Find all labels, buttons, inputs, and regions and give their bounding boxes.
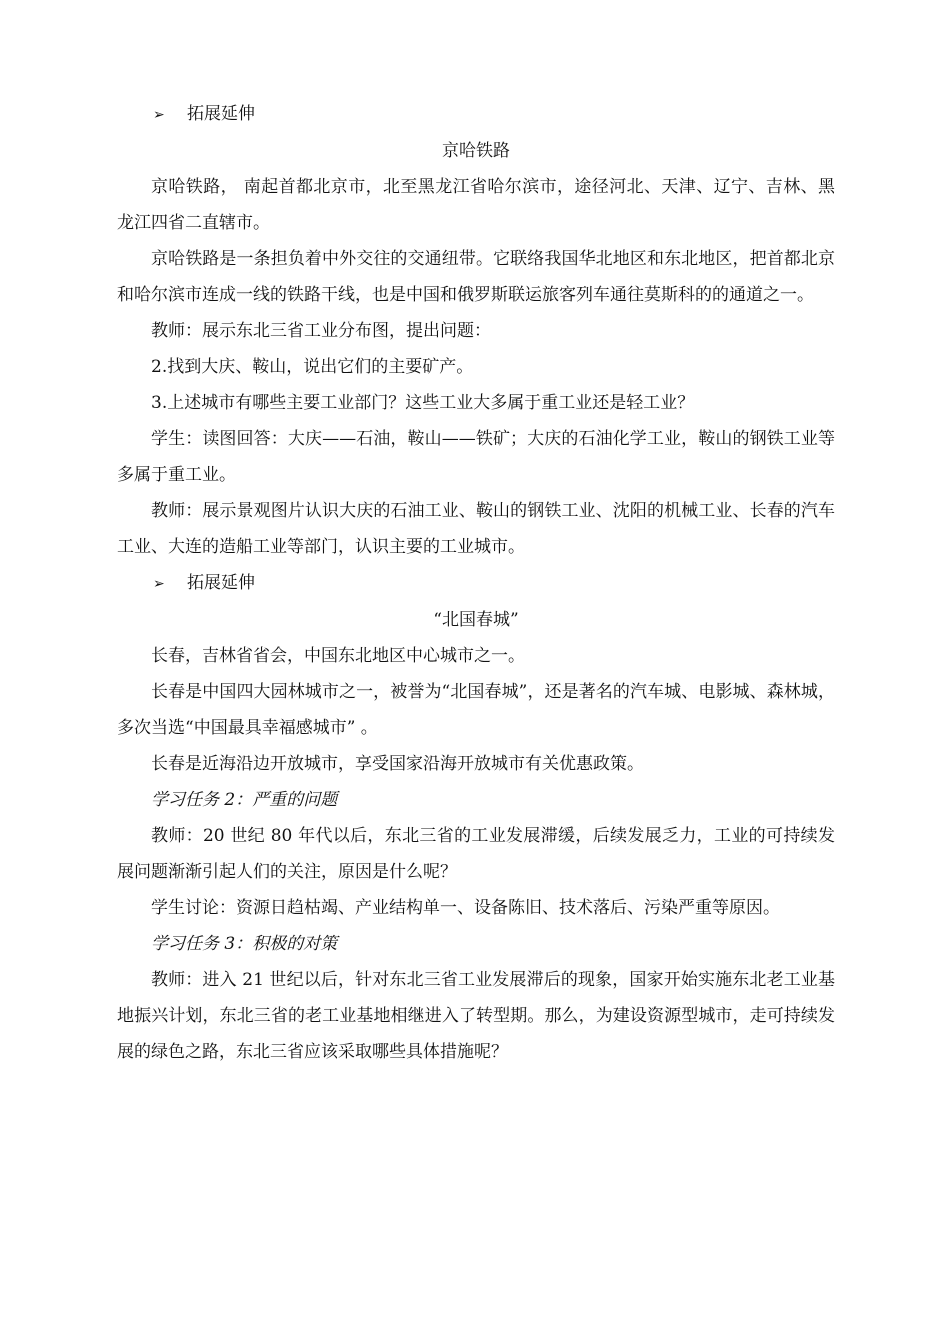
question-3: 3.上述城市有哪些主要工业部门？这些工业大多属于重工业还是轻工业？ (151, 393, 695, 413)
task-2-student: 学生讨论：资源日趋枯竭、产业结构单一、设备陈旧、技术落后、污染严重等原因。 (151, 898, 780, 918)
arrow-bullet-icon: ➢ (153, 107, 165, 123)
section-title-railway: 京哈铁路 (442, 141, 510, 161)
section-title-changchun: “北国春城” (433, 610, 519, 630)
task-2-teacher: 教师：20 世纪 80 年代以后，东北三省的工业发展滞缓，后续发展乏力，工业的可持续发展问题渐渐引起人们的关注，原因是什么呢？ (117, 826, 835, 882)
task-3-heading: 学习任务 3：积极的对策 (151, 934, 338, 954)
student-answer: 学生：读图回答：大庆——石油，鞍山——铁矿；大庆的石油化学工业，鞍山的钢铁工业等多属于重工业。 (117, 429, 835, 485)
extension-label: 拓展延伸 (187, 104, 255, 124)
task-2-heading: 学习任务 2：严重的问题 (151, 790, 338, 810)
changchun-paragraph-3: 长春是近海沿边开放城市，享受国家沿海开放城市有关优惠政策。 (151, 754, 644, 774)
extension-heading-2 (117, 565, 835, 602)
railway-paragraph-1: 京哈铁路， 南起首都北京市，北至黑龙江省哈尔滨市，途径河北、天津、辽宁、吉林、黑龙江四省二直辖市。 (117, 177, 835, 233)
extension-heading-1 (117, 96, 835, 133)
task-3-teacher: 教师：进入 21 世纪以后，针对东北三省工业发展滞后的现象，国家开始实施东北老工业基地振兴计划，东北三省的老工业基地相继进入了转型期。那么，为建设资源型城市，走可持续发展的绿色之路，东北三省应该采取哪些具体措施呢？ (117, 970, 835, 1062)
extension-label: 拓展延伸 (187, 573, 255, 593)
changchun-paragraph-2: 长春是中国四大园林城市之一，被誉为“北国春城”，还是著名的汽车城、电影城、森林城，多次当选“中国最具幸福感城市” 。 (117, 682, 835, 738)
changchun-paragraph-1: 长春，吉林省省会，中国东北地区中心城市之一。 (151, 646, 525, 666)
railway-paragraph-2: 京哈铁路是一条担负着中外交往的交通纽带。它联络我国华北地区和东北地区，把首都北京和哈尔滨市连成一线的铁路干线，也是中国和俄罗斯联运旅客列车通往莫斯科的的通道之一。 (117, 249, 835, 305)
teacher-prompt-pictures: 教师：展示景观图片认识大庆的石油工业、鞍山的钢铁工业、沈阳的机械工业、长春的汽车工业、大连的造船工业等部门，认识主要的工业城市。 (117, 501, 835, 557)
teacher-prompt-map: 教师：展示东北三省工业分布图，提出问题： (151, 321, 491, 341)
question-2: 2.找到大庆、鞍山，说出它们的主要矿产。 (151, 357, 474, 377)
document-page (117, 96, 835, 1070)
arrow-bullet-icon: ➢ (153, 576, 165, 592)
